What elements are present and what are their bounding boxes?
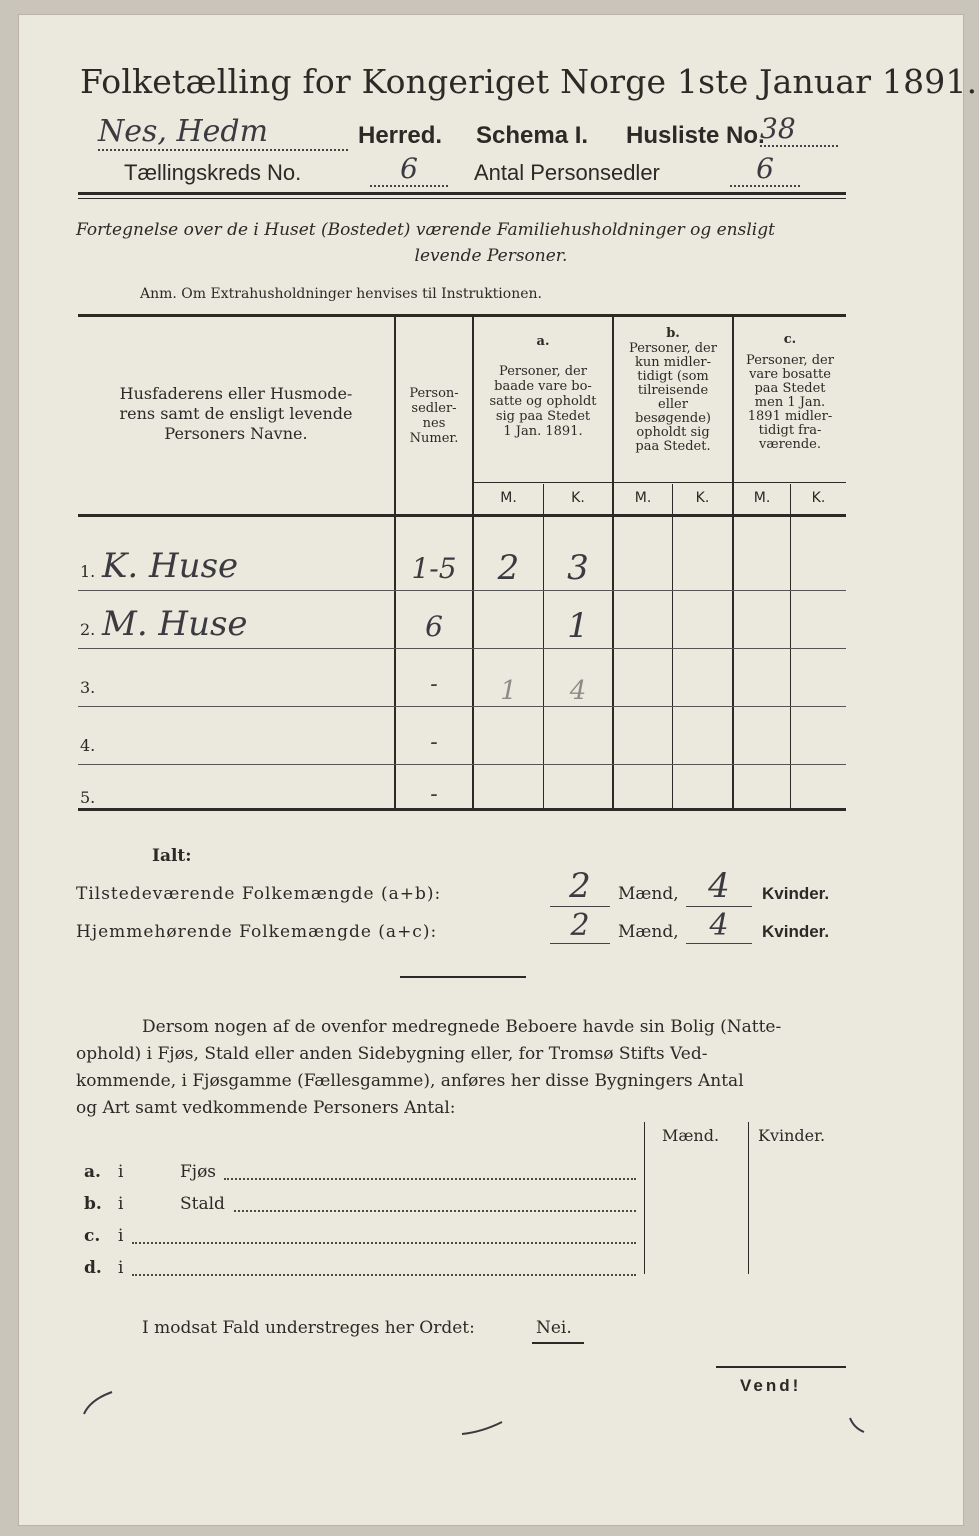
header-line: Personer, der bbox=[746, 353, 834, 368]
header-line: 1 Jan. 1891. bbox=[503, 424, 583, 439]
row-sedler-num: 6 bbox=[425, 610, 443, 643]
row-sedler-num: 1-5 bbox=[411, 552, 457, 585]
m-label: M. bbox=[500, 490, 517, 506]
row-sedler-num: - bbox=[430, 730, 438, 755]
item-letter: c. bbox=[84, 1226, 101, 1246]
item-label: Stald bbox=[180, 1194, 225, 1214]
modsat-text: I modsat Fald understreges her Ordet: bbox=[142, 1318, 475, 1338]
schema-label: Schema I. bbox=[476, 122, 589, 149]
anm-note: Anm. Om Extrahusholdninger henvises til Instruktionen. bbox=[140, 286, 542, 302]
col-b-letter: b. bbox=[666, 326, 680, 341]
kvinder-label: Kvinder. bbox=[762, 884, 830, 903]
tilstede-maend-value: 2 bbox=[550, 866, 610, 907]
antal-value: 6 bbox=[730, 152, 800, 187]
item-label: Fjøs bbox=[180, 1162, 217, 1182]
item-i: i bbox=[118, 1194, 124, 1214]
col-c-letter: c. bbox=[783, 332, 797, 347]
header-line: besøgende) bbox=[635, 411, 711, 426]
header-line: rens samt de ensligt levende bbox=[119, 404, 353, 423]
header-line: kun midler- bbox=[634, 355, 712, 370]
kreds-value: 6 bbox=[370, 152, 448, 187]
tilstede-label: Tilstedeværende Folkemængde (a+b): bbox=[76, 884, 442, 904]
intro-line2: levende Personer. bbox=[414, 246, 568, 266]
hjemme-maend-value: 2 bbox=[550, 908, 610, 944]
hjemme-kvinder-value: 4 bbox=[686, 908, 752, 944]
kreds-label: Tællingskreds No. bbox=[124, 160, 302, 185]
header-line: Personers Navne. bbox=[164, 424, 308, 443]
intro-line1: Fortegnelse over de i Huset (Bostedet) værende Familiehusholdninger og ensligt bbox=[76, 220, 775, 240]
item-i: i bbox=[118, 1162, 124, 1182]
row-number: 5. bbox=[80, 788, 96, 807]
herred-label: Herred. bbox=[358, 122, 443, 149]
text-line: kommende, i Fjøsgamme (Fællesgamme), anføres her disse Bygningers Antal bbox=[76, 1071, 744, 1091]
item-letter: d. bbox=[84, 1258, 102, 1278]
census-form-page bbox=[18, 14, 978, 1526]
header-line: men 1 Jan. bbox=[754, 395, 826, 410]
row-number: 1. bbox=[80, 562, 96, 581]
header-line: paa Stedet bbox=[754, 381, 826, 396]
header-line: nes bbox=[422, 416, 446, 431]
header-line: tidigt fra- bbox=[758, 423, 822, 438]
header-line: Personer, der bbox=[629, 341, 717, 356]
k-label: K. bbox=[811, 490, 826, 506]
row-a-m: 2 bbox=[497, 548, 520, 588]
maend-label: Mænd, bbox=[618, 884, 679, 904]
nei-word: Nei. bbox=[536, 1318, 572, 1338]
text-line: ophold) i Fjøs, Stald eller anden Sidebygning eller, for Tromsø Stifts Ved- bbox=[76, 1044, 708, 1064]
row-a-k: 3 bbox=[567, 548, 589, 588]
item-letter: a. bbox=[84, 1162, 101, 1182]
header-line: Person- bbox=[409, 386, 459, 401]
header-line: satte og opholdt bbox=[489, 394, 597, 409]
header-line: Husfaderens eller Husmode- bbox=[119, 384, 353, 403]
header-line: tidigt (som bbox=[637, 369, 709, 384]
m-label: M. bbox=[634, 490, 652, 506]
header-line: tilreisende bbox=[637, 383, 709, 398]
ialt-label: Ialt: bbox=[152, 846, 192, 866]
row-a-m: 1 bbox=[500, 676, 517, 706]
tilstede-kvinder-value: 4 bbox=[686, 866, 752, 907]
hjemme-label: Hjemmehørende Folkemængde (a+c): bbox=[76, 922, 438, 942]
row-number: 2. bbox=[80, 620, 96, 639]
header-line: vare bosatte bbox=[749, 367, 831, 382]
antal-label: Antal Personsedler bbox=[474, 160, 660, 185]
form-title: Folketælling for Kongeriget Norge 1ste Januar 1891. bbox=[80, 62, 978, 101]
col-maend: Mænd. bbox=[662, 1126, 720, 1145]
row-sedler-num: - bbox=[430, 782, 438, 807]
kvinder-label: Kvinder. bbox=[762, 922, 830, 941]
row-name: K. Huse bbox=[102, 546, 239, 586]
header-line: værende. bbox=[759, 437, 821, 452]
pen-marks bbox=[18, 14, 964, 1526]
row-number: 4. bbox=[80, 736, 96, 755]
row-a-k: 4 bbox=[569, 676, 587, 706]
herred-value: Nes, Hedm bbox=[98, 114, 348, 151]
header-line: sig paa Stedet bbox=[495, 409, 591, 424]
header-line: opholdt sig bbox=[636, 425, 710, 440]
husliste-label: Husliste No. bbox=[626, 122, 765, 149]
item-i: i bbox=[118, 1226, 124, 1246]
text-line: Dersom nogen af de ovenfor medregnede Beboere havde sin Bolig (Natte- bbox=[142, 1017, 782, 1037]
row-a-k: 1 bbox=[567, 606, 589, 646]
row-name: M. Huse bbox=[102, 604, 248, 644]
header-line: Personer, der bbox=[499, 364, 587, 379]
vend-text: Vend! bbox=[740, 1376, 802, 1395]
row-number: 3. bbox=[80, 678, 96, 697]
item-i: i bbox=[118, 1258, 124, 1278]
header-line: sedler- bbox=[411, 401, 457, 416]
col-a-letter: a. bbox=[536, 334, 550, 349]
text-line: og Art samt vedkommende Personers Antal: bbox=[76, 1098, 456, 1118]
header-line: baade vare bo- bbox=[494, 379, 592, 394]
header-line: paa Stedet. bbox=[635, 439, 711, 454]
m-label: M. bbox=[753, 490, 771, 506]
header-line: eller bbox=[658, 397, 688, 412]
husliste-value: 38 bbox=[760, 112, 838, 147]
header-line: Numer. bbox=[409, 431, 459, 446]
maend-label: Mænd, bbox=[618, 922, 679, 942]
item-letter: b. bbox=[84, 1194, 102, 1214]
row-sedler-num: - bbox=[430, 672, 438, 697]
col-kvinder: Kvinder. bbox=[758, 1126, 826, 1145]
header-line: 1891 midler- bbox=[747, 409, 833, 424]
k-label: K. bbox=[571, 490, 585, 506]
k-label: K. bbox=[695, 490, 710, 506]
